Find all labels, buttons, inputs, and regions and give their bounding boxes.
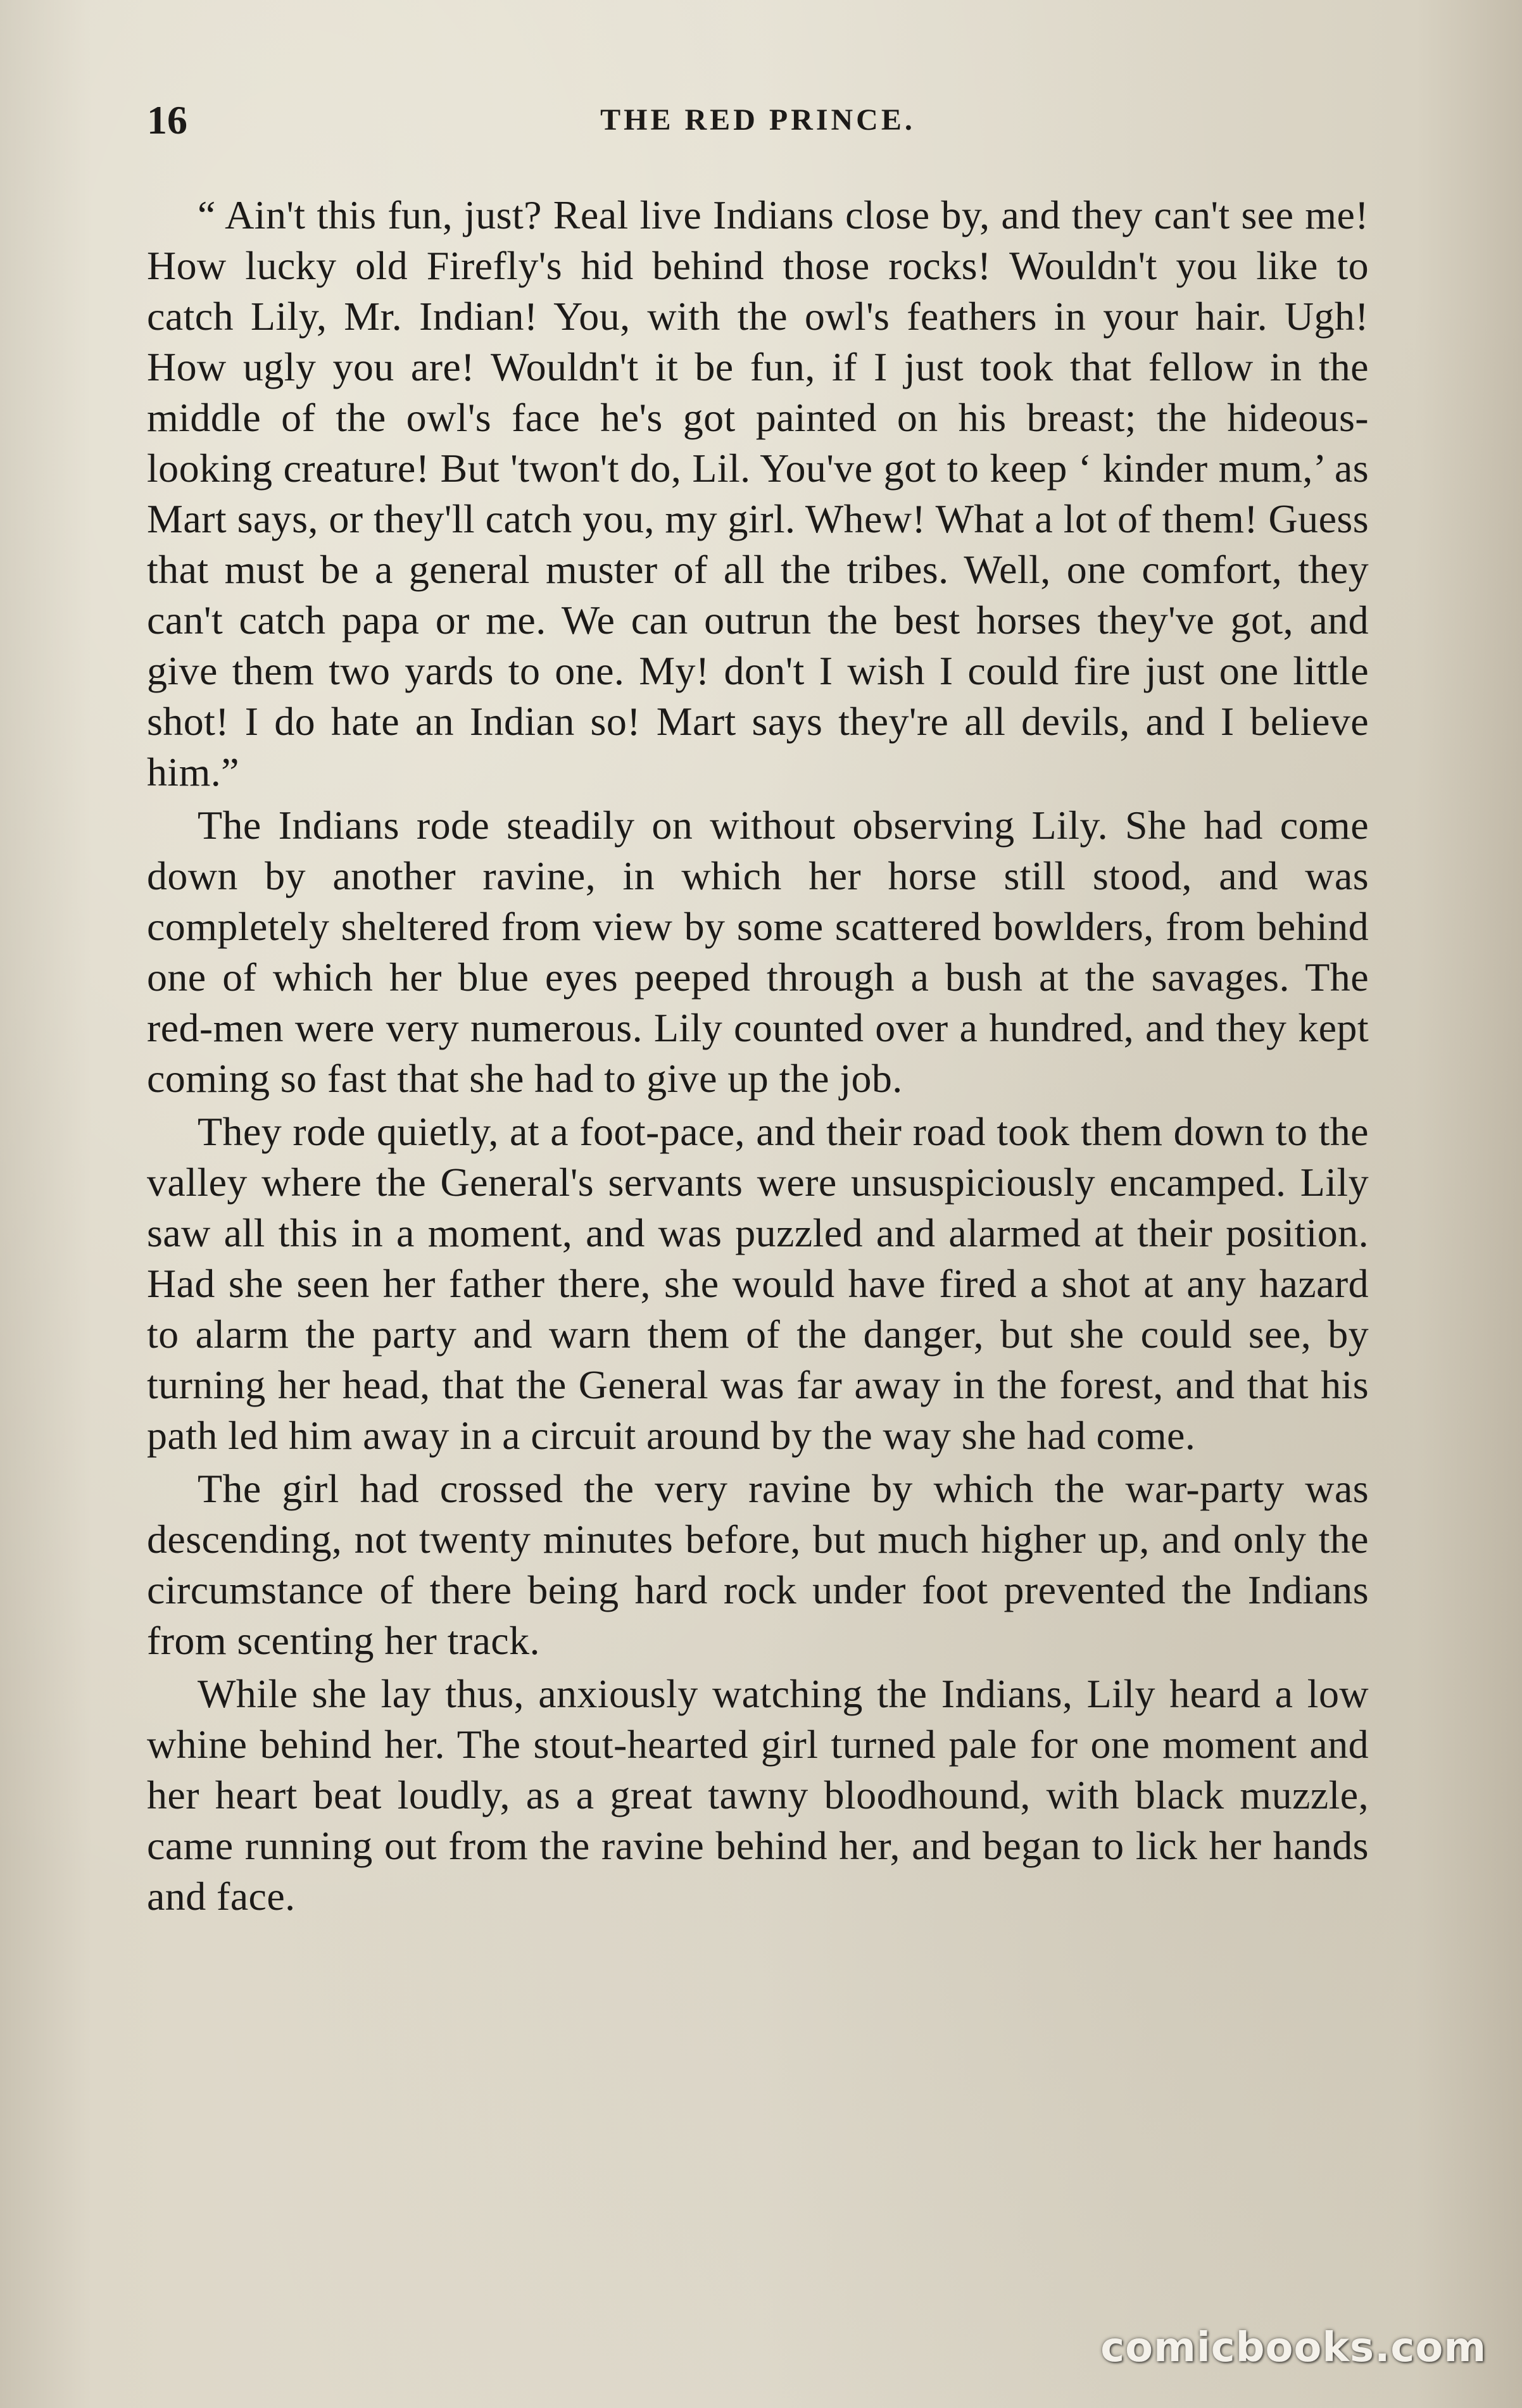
page-number: 16 xyxy=(147,97,187,142)
paragraph-1: “ Ain't this fun, just? Real live Indians close by, and they can't see me! How lucky old Firefly's hid behind those rocks! Wouldn't you like to catch Lily, Mr. Indian! You, with the owl's feathers in your hair. Ugh! How ugly you are! Wouldn't it be fun, if I just took that fellow in the middle of the owl's face he's got painted on his breast; the hideous-looking creature! But 'twon't do, Lil. You've got to keep ‘ kinder mum,’ as Mart says, or they'll catch you, my girl. Whew! What a lot of them! Guess that must be a general muster of all the tribes. Well, one comfort, they can't catch papa or me. We can outrun the best horses they've got, and give them two yards to one. My! don't I wish I could fire just one little shot! I do hate an Indian so! Mart says they're all devils, and I believe him.” xyxy=(147,192,1369,794)
paragraph-3: They rode quietly, at a foot-pace, and their road took them down to the valley where the General's servants were unsuspiciously encamped. Lily saw all this in a moment, and was puzzled and alarmed at their position. Had she seen her father there, she would have fired a shot at any hazard to alarm the party and warn them of the danger, but she could see, by turning her head, that the General was far away in the forest, and that his path led him away in a circuit around by the way she had come. xyxy=(147,1109,1369,1458)
body-text xyxy=(147,190,1369,1924)
paragraph-2: The Indians rode steadily on without observing Lily. She had come down by another ravine, in which her horse still stood, and was completely sheltered from view by some scattered bowlders, from behind one of which her blue eyes peeped through a bush at the savages. The red-men were very numerous. Lily counted over a hundred, and they kept coming so fast that she had to give up the job. xyxy=(147,803,1369,1101)
paragraph-4: The girl had crossed the very ravine by which the war-party was descending, not twenty minutes before, but much higher up, and only the circumstance of there being hard rock under foot prevented the Indians from scenting her track. xyxy=(147,1466,1369,1663)
running-title: THE RED PRINCE. xyxy=(600,103,915,137)
page-header xyxy=(147,89,1369,152)
paragraph-5: While she lay thus, anxiously watching the Indians, Lily heard a low whine behind her. The stout-hearted girl turned pale for one moment and her heart beat loudly, as a great tawny bloodhound, with black muzzle, came running out from the ravine behind her, and began to lick her hands and face. xyxy=(147,1671,1369,1919)
site-watermark: comicbooks.com xyxy=(1100,2324,1487,2371)
